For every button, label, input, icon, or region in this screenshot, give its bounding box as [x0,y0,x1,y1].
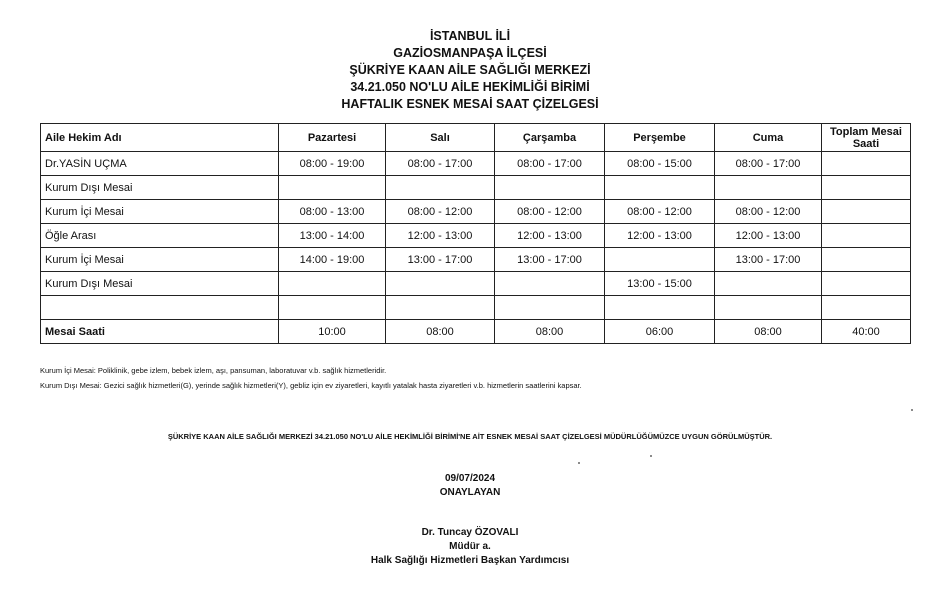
table-cell: 13:00 - 15:00 [605,272,715,296]
header-day-friday: Cuma [715,124,822,152]
table-cell [715,272,822,296]
hours-cell-friday: 08:00 [715,320,822,344]
table-cell: 08:00 - 12:00 [605,200,715,224]
header-day-monday: Pazartesi [279,124,386,152]
signature-block [0,472,940,568]
row-label: Kurum İçi Mesai [41,248,279,272]
table-cell: 12:00 - 13:00 [605,224,715,248]
row-label: Kurum Dışı Mesai [41,176,279,200]
scan-speck [911,409,913,411]
signatory-name: Dr. Tuncay ÖZOVALI [421,527,519,538]
hours-cell-monday: 10:00 [279,320,386,344]
table-cell: 08:00 - 12:00 [495,200,605,224]
table-cell: 12:00 - 13:00 [386,224,495,248]
table-cell: 08:00 - 17:00 [495,152,605,176]
approval-statement: ŞÜKRİYE KAAN AİLE SAĞLIĞI MERKEZİ 34.21.050 NO'LU AİLE HEKİMLİĞİ BİRİMİ'NE AİT ESNEK MESAİ SAAT ÇİZELGESİ MÜDÜRLÜĞÜMÜZCE UYGUN GÖRÜLMÜŞTÜR. [167,432,773,441]
signatory-position: Halk Sağlığı Hizmetleri Başkan Yardımcısı [370,555,570,566]
table-cell: 13:00 - 14:00 [279,224,386,248]
header-total-hours [822,124,911,152]
table-cell [386,272,495,296]
schedule-table [40,123,911,344]
table-cell [279,296,386,320]
signature-space [0,500,940,526]
approved-by-label: ONAYLAYAN [439,487,501,498]
row-label: Kurum Dışı Mesai [41,272,279,296]
table-cell: 13:00 - 17:00 [386,248,495,272]
table-cell-total [822,296,911,320]
table-cell: 12:00 - 13:00 [715,224,822,248]
approval-date: 09/07/2024 [444,473,496,484]
row-label: Öğle Arası [41,224,279,248]
table-cell [495,176,605,200]
header-province: İSTANBUL İLİ [429,29,511,43]
row-label-working-hours: Mesai Saati [41,320,279,344]
table-cell-total [822,176,911,200]
table-row [41,296,911,320]
table-cell [279,272,386,296]
scan-speck [650,455,652,457]
header-day-wednesday: Çarşamba [495,124,605,152]
table-cell [605,176,715,200]
table-cell-total [822,272,911,296]
table-cell: 08:00 - 12:00 [715,200,822,224]
table-row [41,248,911,272]
footnotes [40,363,920,393]
table-cell [715,296,822,320]
table-cell: 08:00 - 17:00 [715,152,822,176]
hours-cell-thursday: 06:00 [605,320,715,344]
row-label: Dr.YASİN UÇMA [41,152,279,176]
table-cell: 08:00 - 19:00 [279,152,386,176]
table-row [41,176,911,200]
table-row-working-hours [41,320,911,344]
table-row [41,224,911,248]
table-cell [279,176,386,200]
row-label [41,296,279,320]
hours-cell-tuesday: 08:00 [386,320,495,344]
table-cell-total [822,248,911,272]
table-cell [495,272,605,296]
scan-speck [578,462,580,464]
header-day-tuesday: Salı [386,124,495,152]
table-cell-total [822,152,911,176]
document-header [0,28,940,113]
table-cell: 08:00 - 13:00 [279,200,386,224]
signatory-title: Müdür a. [449,541,491,552]
header-health-center: ŞÜKRİYE KAAN AİLE SAĞLIĞI MERKEZİ [349,63,591,77]
table-header-row [41,124,911,152]
header-doctor-name: Aile Hekim Adı [41,124,279,152]
table-row [41,200,911,224]
row-label: Kurum İçi Mesai [41,200,279,224]
header-day-thursday: Perşembe [605,124,715,152]
table-row [41,272,911,296]
note-internal-hours: Kurum İçi Mesai: Poliklinik, gebe izlem, bebek izlem, aşı, pansuman, laboratuvar v.b. sağlık hizmetleridir. [40,366,387,375]
header-unit: 34.21.050 NO'LU AİLE HEKİMLİĞİ BİRİMİ [350,80,590,94]
table-cell-total [822,224,911,248]
table-cell [715,176,822,200]
table-row [41,152,911,176]
table-cell: 13:00 - 17:00 [715,248,822,272]
hours-cell-wednesday: 08:00 [495,320,605,344]
table-cell: 08:00 - 17:00 [386,152,495,176]
table-cell: 12:00 - 13:00 [495,224,605,248]
table-cell: 13:00 - 17:00 [495,248,605,272]
table-cell: 14:00 - 19:00 [279,248,386,272]
header-total-label: Toplam Mesai Saati [830,125,902,150]
hours-cell-total: 40:00 [822,320,911,344]
table-cell [495,296,605,320]
header-district: GAZİOSMANPAŞA İLÇESİ [393,46,547,60]
table-cell [605,248,715,272]
table-cell [386,176,495,200]
table-cell: 08:00 - 15:00 [605,152,715,176]
table-cell [386,296,495,320]
header-schedule-title: HAFTALIK ESNEK MESAİ SAAT ÇİZELGESİ [341,97,599,111]
table-cell [605,296,715,320]
table-cell: 08:00 - 12:00 [386,200,495,224]
note-external-hours: Kurum Dışı Mesai: Gezici sağlık hizmetleri(G), yerinde sağlık hizmetleri(Y), gebliz için ev ziyaretleri, kayıtlı yatalak hasta ziyaretleri v.b. hizmetlerin saatlerini kapsar. [40,381,582,390]
table-cell-total [822,200,911,224]
